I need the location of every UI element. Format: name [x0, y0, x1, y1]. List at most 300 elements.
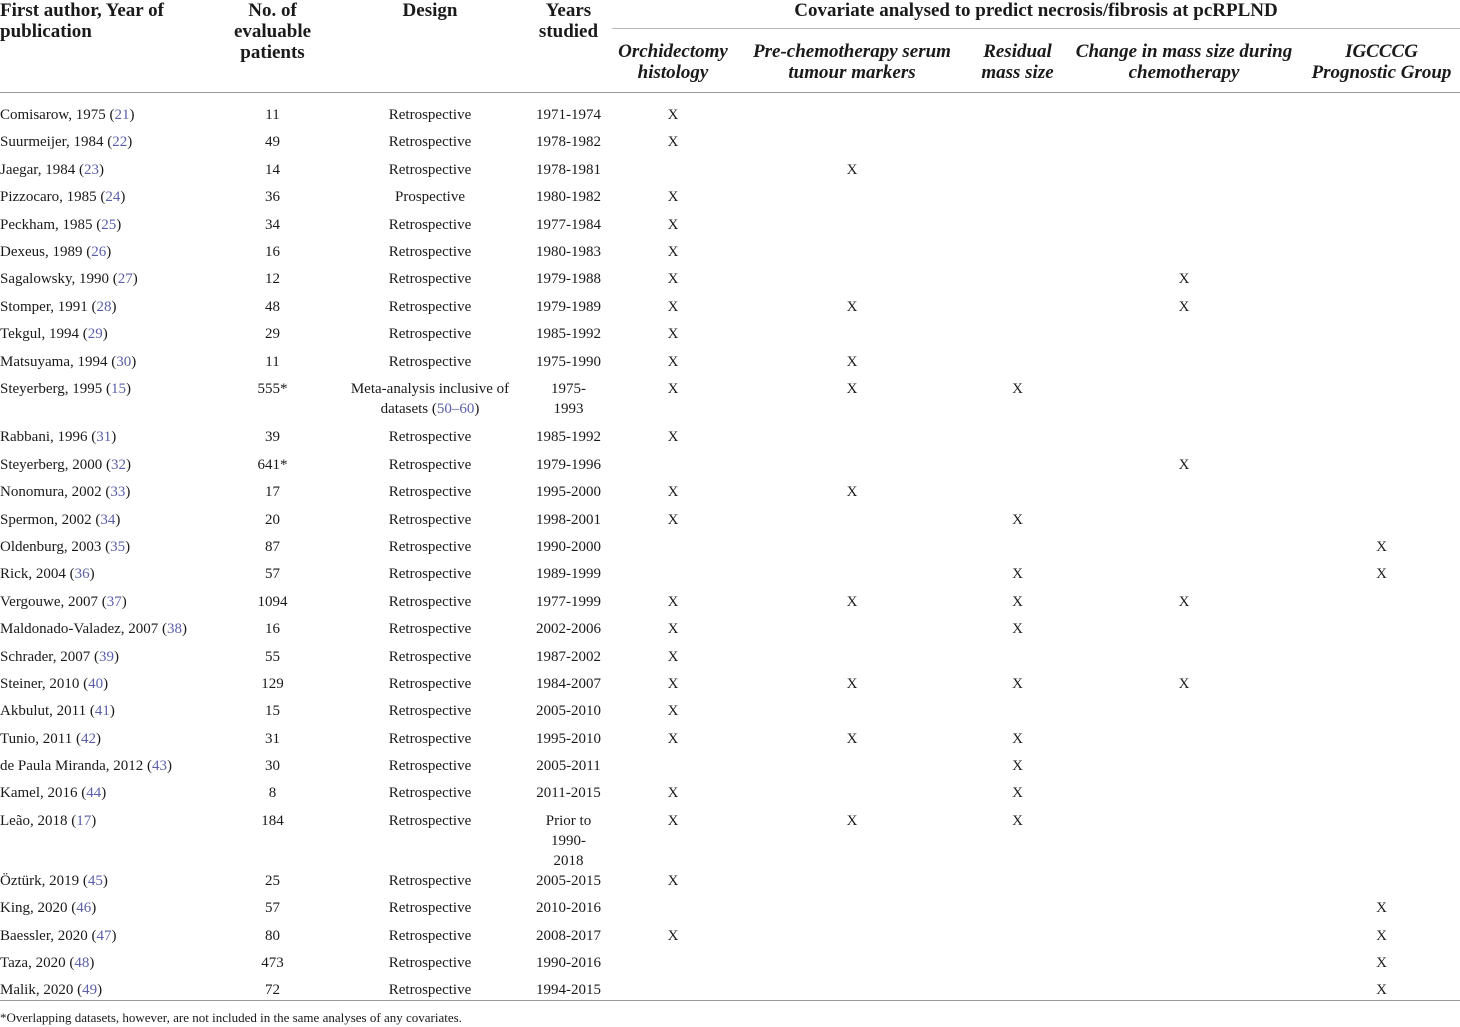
reference-link[interactable]: 15	[110, 380, 126, 397]
cell-years: 1977-1984	[536, 216, 601, 233]
cell-patients: 72	[265, 982, 280, 999]
cell-author: Leão, 2018 (17)	[0, 812, 97, 829]
cell-author: Matsuyama, 1994 (30)	[0, 353, 137, 370]
table-row	[0, 352, 1460, 379]
cell-covariate-1	[734, 537, 970, 564]
cell-patients: 129	[261, 675, 284, 692]
author-text: Malik, 2020 (	[0, 982, 83, 999]
cell-design: Retrospective	[388, 538, 472, 555]
cell-author: Maldonado-Valadez, 2007 (38)	[0, 621, 188, 638]
cell-covariate-0: X	[667, 703, 679, 720]
table-row	[0, 701, 1460, 728]
cell-covariate-1	[734, 783, 970, 810]
author-text: Jaegar, 1984 (	[0, 161, 84, 178]
cell-patients: 55	[265, 648, 280, 665]
cell-design: Retrospective	[388, 107, 472, 123]
cell-covariate-0: X	[667, 730, 679, 747]
cell-author: King, 2020 (46)	[0, 900, 97, 917]
cell-covariate-2	[970, 926, 1065, 953]
table-row	[0, 619, 1460, 646]
reference-link[interactable]: 39	[98, 648, 114, 665]
cell-covariate-3	[1065, 871, 1303, 898]
cell-patients: 14	[265, 161, 280, 178]
cell-covariate-4: X	[1376, 927, 1387, 944]
cell-covariate-2: X	[1012, 785, 1023, 802]
header-design: Design	[335, 0, 525, 93]
reference-link[interactable]: 26	[91, 243, 107, 260]
cell-covariate-0: X	[667, 243, 679, 260]
cell-covariate-2	[970, 352, 1065, 379]
cell-covariate-1: X	[846, 298, 858, 315]
author-text: Tekgul, 1994 (	[0, 326, 88, 343]
cell-covariate-0: X	[667, 511, 679, 528]
author-text: Suurmeijer, 1984 (	[0, 134, 113, 151]
cell-covariate-4	[1303, 701, 1460, 728]
cell-years: 2005-2011	[536, 758, 601, 775]
cell-covariate-4	[1303, 510, 1460, 537]
cell-covariate-0: X	[667, 785, 679, 802]
cell-covariate-0: X	[667, 298, 679, 315]
cell-covariate-0	[612, 564, 734, 591]
cell-years: 1994-2015	[536, 982, 601, 999]
cell-years: 1990-2000	[536, 538, 601, 555]
cell-covariate-3: X	[1178, 593, 1190, 610]
cell-covariate-3: X	[1178, 298, 1190, 315]
cell-covariate-3	[1065, 215, 1303, 242]
cell-years: 1975-1993	[551, 380, 586, 417]
reference-link[interactable]: 33	[110, 484, 126, 501]
reference-link[interactable]: 29	[87, 326, 103, 343]
cell-years: 1987-2002	[536, 648, 601, 665]
cell-years: 2005-2015	[536, 872, 601, 889]
reference-link[interactable]: 22	[112, 134, 128, 151]
reference-link[interactable]: 17	[76, 812, 92, 829]
cell-years: Prior to 1990-2018	[545, 812, 592, 869]
cell-covariate-2	[970, 93, 1065, 133]
cell-covariate-1: X	[846, 593, 858, 610]
cell-covariate-1	[734, 215, 970, 242]
reference-link[interactable]: 46	[76, 900, 92, 917]
cell-patients: 48	[265, 298, 280, 315]
cell-years: 1989-1999	[536, 566, 601, 583]
cell-patients: 25	[265, 872, 280, 889]
author-text: Sagalowsky, 1990 (	[0, 271, 118, 288]
cell-years: 1998-2001	[536, 511, 601, 528]
cell-patients: 641*	[257, 456, 288, 473]
author-text: Comisarow, 1975 (	[0, 107, 115, 123]
cell-covariate-3	[1065, 537, 1303, 564]
cell-design: Retrospective	[388, 484, 472, 501]
cell-patients: 34	[265, 216, 280, 233]
cell-covariate-1	[734, 980, 970, 1007]
reference-link[interactable]: 32	[110, 456, 126, 473]
author-text: Oldenburg, 2003 (	[0, 538, 111, 555]
table-row	[0, 510, 1460, 537]
cell-covariate-1	[734, 269, 970, 296]
cell-covariate-1: X	[846, 730, 858, 747]
header-orchidectomy: Orchidectomy histology	[612, 29, 734, 93]
cell-covariate-1	[734, 619, 970, 646]
table-row	[0, 93, 1460, 133]
cell-covariate-0	[612, 160, 734, 187]
cell-patients: 16	[265, 621, 280, 638]
reference-link[interactable]: 27	[117, 271, 133, 288]
cell-design: Retrospective	[388, 648, 472, 665]
cell-covariate-1	[734, 756, 970, 783]
cell-patients: 30	[265, 758, 280, 775]
cell-years: 2002-2006	[536, 621, 601, 638]
cell-design: Retrospective	[388, 675, 472, 692]
cell-patients: 555*	[257, 380, 288, 397]
cell-author: Steiner, 2010 (40)	[0, 675, 109, 692]
cell-patients: 20	[265, 511, 280, 528]
cell-covariate-0	[612, 953, 734, 980]
cell-covariate-4	[1303, 783, 1460, 810]
table-bottom-rule	[0, 1000, 1460, 1001]
header-residual-mass: Residual mass size	[970, 29, 1065, 93]
author-text: Tunio, 2011 (	[0, 730, 81, 747]
author-text: Nonomura, 2002 (	[0, 484, 111, 501]
cell-covariate-2	[970, 953, 1065, 980]
cell-patients: 12	[265, 271, 280, 288]
cell-covariate-3	[1065, 187, 1303, 214]
cell-covariate-3: X	[1178, 456, 1190, 473]
author-text: Akbulut, 2011 (	[0, 703, 95, 720]
header-tumour-markers: Pre-chemotherapy serum tumour markers	[734, 29, 970, 93]
cell-design: Retrospective	[388, 511, 472, 528]
cell-design: Retrospective	[388, 703, 472, 720]
reference-link[interactable]: 49	[82, 982, 98, 999]
cell-covariate-2	[970, 242, 1065, 269]
cell-author: Steyerberg, 2000 (32)	[0, 456, 131, 473]
reference-link[interactable]: 36	[74, 566, 90, 583]
author-text: Maldonado-Valadez, 2007 (	[0, 621, 168, 638]
cell-covariate-2	[970, 269, 1065, 296]
cell-covariate-3	[1065, 379, 1303, 428]
author-text: Rabbani, 1996 (	[0, 429, 97, 446]
cell-covariate-1: X	[846, 484, 858, 501]
cell-design: Retrospective	[388, 621, 472, 638]
cell-author: Kamel, 2016 (44)	[0, 785, 107, 802]
cell-covariate-2: X	[1012, 675, 1023, 692]
table-row	[0, 482, 1460, 509]
cell-design: Retrospective	[388, 982, 472, 999]
cell-author: Pizzocaro, 1985 (24)	[0, 189, 126, 206]
cell-covariate-2	[970, 324, 1065, 351]
table-row	[0, 269, 1460, 296]
cell-author: Sagalowsky, 1990 (27)	[0, 271, 138, 288]
cell-covariate-1: X	[846, 353, 858, 370]
cell-patients: 39	[265, 429, 280, 446]
author-text: Vergouwe, 2007 (	[0, 593, 107, 610]
cell-years: 1975-1990	[536, 353, 601, 370]
cell-patients: 87	[265, 538, 280, 555]
cell-design: Retrospective	[388, 812, 472, 829]
table-row	[0, 926, 1460, 953]
header-igcccg: IGCCCG Prognostic Group	[1303, 29, 1460, 93]
cell-patients: 8	[268, 785, 277, 802]
cell-covariate-1	[734, 324, 970, 351]
cell-covariate-4	[1303, 160, 1460, 187]
design-text: Meta-analysis inclusive of datasets (	[350, 380, 510, 417]
reference-link[interactable]: 25	[101, 216, 117, 233]
cell-covariate-3	[1065, 324, 1303, 351]
reference-link[interactable]: 43	[152, 758, 168, 775]
cell-covariate-1	[734, 647, 970, 674]
cell-covariate-4	[1303, 242, 1460, 269]
table-row	[0, 980, 1460, 1007]
cell-covariate-4	[1303, 132, 1460, 159]
author-text: Stomper, 1991 (	[0, 298, 97, 315]
table-row	[0, 729, 1460, 756]
cell-author: Tunio, 2011 (42)	[0, 730, 101, 747]
cell-years: 1979-1996	[536, 456, 601, 473]
cell-design: Retrospective	[388, 216, 472, 233]
cell-covariate-3	[1065, 647, 1303, 674]
author-text: Pizzocaro, 1985 (	[0, 189, 106, 206]
cell-covariate-1	[734, 564, 970, 591]
table-row	[0, 647, 1460, 674]
cell-covariate-4: X	[1376, 566, 1387, 583]
cell-design: Retrospective	[388, 134, 472, 151]
cell-patients: 36	[265, 189, 280, 206]
cell-author: Öztürk, 2019 (45)	[0, 872, 108, 889]
cell-covariate-0: X	[667, 326, 679, 343]
cell-author: Schrader, 2007 (39)	[0, 648, 119, 665]
cell-design: Retrospective	[388, 566, 472, 583]
cell-covariate-0	[612, 455, 734, 482]
cell-covariate-1	[734, 242, 970, 269]
cell-covariate-0: X	[667, 621, 679, 638]
cell-covariate-3	[1065, 980, 1303, 1007]
reference-link[interactable]: 21	[114, 107, 130, 123]
cell-covariate-2	[970, 427, 1065, 454]
cell-covariate-1: X	[846, 675, 858, 692]
cell-covariate-1	[734, 427, 970, 454]
cell-design: Retrospective	[388, 927, 472, 944]
author-text: Steyerberg, 2000 (	[0, 456, 111, 473]
reference-link[interactable]: 50–60	[436, 400, 475, 417]
cell-years: 2010-2016	[536, 900, 601, 917]
cell-covariate-0: X	[667, 134, 679, 151]
cell-covariate-2: X	[1012, 593, 1023, 610]
cell-covariate-4	[1303, 455, 1460, 482]
cell-author: Tekgul, 1994 (29)	[0, 326, 108, 343]
cell-covariate-4	[1303, 756, 1460, 783]
cell-covariate-4	[1303, 619, 1460, 646]
cell-covariate-4	[1303, 215, 1460, 242]
cell-covariate-0: X	[667, 271, 679, 288]
cell-patients: 57	[265, 900, 280, 917]
cell-years: 1995-2010	[536, 730, 601, 747]
table-row	[0, 674, 1460, 701]
cell-years: 1971-1974	[536, 107, 601, 123]
reference-link[interactable]: 28	[96, 298, 112, 315]
cell-covariate-4	[1303, 729, 1460, 756]
reference-link[interactable]: 45	[87, 872, 103, 889]
reference-link[interactable]: 24	[105, 189, 121, 206]
cell-covariate-2	[970, 647, 1065, 674]
cell-covariate-4	[1303, 93, 1460, 133]
cell-years: 1980-1983	[536, 243, 601, 260]
table-row	[0, 871, 1460, 898]
header-covariate-group: Covariate analysed to predict necrosis/fibrosis at pcRPLND	[612, 0, 1460, 29]
cell-covariate-0: X	[667, 353, 679, 370]
author-text: Taza, 2020 (	[0, 955, 75, 972]
cell-covariate-2	[970, 455, 1065, 482]
author-text: Schrader, 2007 (	[0, 648, 99, 665]
cell-author: Dexeus, 1989 (26)	[0, 243, 112, 260]
author-text: Baessler, 2020 (	[0, 927, 97, 944]
reference-link[interactable]: 41	[94, 703, 110, 720]
cell-covariate-0: X	[667, 675, 679, 692]
reference-link[interactable]: 37	[106, 593, 122, 610]
cell-patients: 49	[265, 134, 280, 151]
cell-author: Comisarow, 1975 (21)	[0, 107, 135, 123]
reference-link[interactable]: 40	[88, 675, 104, 692]
cell-covariate-2	[970, 160, 1065, 187]
reference-link[interactable]: 34	[100, 511, 116, 528]
cell-covariate-0	[612, 980, 734, 1007]
cell-author: Stomper, 1991 (28)	[0, 298, 117, 315]
cell-covariate-2: X	[1012, 511, 1023, 528]
reference-link[interactable]: 30	[116, 353, 132, 370]
author-text: Öztürk, 2019 (	[0, 872, 88, 889]
author-text: Steiner, 2010 (	[0, 675, 89, 692]
cell-covariate-4	[1303, 427, 1460, 454]
table-row	[0, 427, 1460, 454]
cell-covariate-3	[1065, 482, 1303, 509]
cell-covariate-2: X	[1012, 758, 1023, 775]
cell-author: Malik, 2020 (49)	[0, 982, 103, 999]
reference-link[interactable]: 38	[167, 621, 183, 638]
cell-covariate-4	[1303, 592, 1460, 619]
cell-design: Retrospective	[388, 785, 472, 802]
cell-covariate-2	[970, 215, 1065, 242]
cell-years: 1985-1992	[536, 429, 601, 446]
cell-covariate-2	[970, 132, 1065, 159]
author-text: Steyerberg, 1995 (	[0, 380, 111, 397]
table-row	[0, 379, 1460, 428]
cell-author: Rabbani, 1996 (31)	[0, 429, 117, 446]
author-text: Matsuyama, 1994 (	[0, 353, 117, 370]
author-text: Leão, 2018 (	[0, 812, 77, 829]
reference-link[interactable]: 42	[81, 730, 96, 747]
reference-link[interactable]: 47	[96, 927, 112, 944]
cell-patients: 11	[265, 107, 280, 123]
cell-design: Retrospective	[388, 593, 472, 610]
reference-link[interactable]: 23	[83, 161, 99, 178]
cell-patients: 29	[265, 326, 280, 343]
reference-link[interactable]: 44	[86, 785, 102, 802]
cell-design: Retrospective	[388, 872, 472, 889]
cell-covariate-3	[1065, 93, 1303, 133]
cell-covariate-0: X	[667, 107, 679, 123]
cell-author: Oldenburg, 2003 (35)	[0, 538, 131, 555]
cell-design: Retrospective	[388, 900, 472, 917]
cell-design: Retrospective	[388, 243, 472, 260]
cell-covariate-2	[970, 871, 1065, 898]
cell-covariate-1	[734, 187, 970, 214]
cell-covariate-0	[612, 537, 734, 564]
cell-patients: 31	[265, 730, 280, 747]
cell-years: 1979-1989	[536, 298, 601, 315]
cell-author: Baessler, 2020 (47)	[0, 927, 117, 944]
table-row	[0, 324, 1460, 351]
cell-covariate-2	[970, 537, 1065, 564]
cell-covariate-3	[1065, 510, 1303, 537]
cell-covariate-0: X	[667, 189, 679, 206]
table-row	[0, 564, 1460, 591]
cell-author: Nonomura, 2002 (33)	[0, 484, 131, 501]
cell-covariate-3	[1065, 242, 1303, 269]
cell-covariate-3: X	[1178, 675, 1190, 692]
reference-link[interactable]: 31	[96, 429, 112, 446]
cell-covariate-2	[970, 482, 1065, 509]
table-body	[0, 93, 1460, 1008]
cell-covariate-3	[1065, 701, 1303, 728]
cell-covariate-3	[1065, 811, 1303, 871]
cell-covariate-4	[1303, 674, 1460, 701]
cell-covariate-0: X	[667, 927, 679, 944]
cell-years: 1977-1999	[536, 593, 601, 610]
table-row	[0, 455, 1460, 482]
cell-patients: 473	[261, 955, 284, 972]
cell-design: Retrospective	[388, 730, 472, 747]
table-row	[0, 592, 1460, 619]
cell-covariate-2	[970, 898, 1065, 925]
reference-link[interactable]: 48	[74, 955, 90, 972]
table-row	[0, 215, 1460, 242]
cell-covariate-4: X	[1376, 982, 1387, 999]
cell-author: Vergouwe, 2007 (37)	[0, 593, 127, 610]
cell-covariate-4	[1303, 187, 1460, 214]
cell-years: 1985-1992	[536, 326, 601, 343]
cell-covariate-4	[1303, 811, 1460, 871]
cell-covariate-4	[1303, 379, 1460, 428]
cell-patients: 80	[265, 927, 280, 944]
cell-covariate-0: X	[667, 593, 679, 610]
cell-covariate-4	[1303, 871, 1460, 898]
cell-years: 1978-1982	[536, 134, 601, 151]
author-text: Kamel, 2016 (	[0, 785, 87, 802]
cell-covariate-4	[1303, 482, 1460, 509]
cell-covariate-0	[612, 756, 734, 783]
footnote: *Overlapping datasets, however, are not included in the same analyses of any covariates.	[0, 1010, 462, 1025]
cell-years: 1980-1982	[536, 189, 601, 206]
cell-covariate-3	[1065, 926, 1303, 953]
cell-covariate-1	[734, 132, 970, 159]
cell-design: Meta-analysis inclusive of datasets (50–60)	[350, 380, 510, 417]
cell-covariate-3	[1065, 953, 1303, 980]
cell-author: Suurmeijer, 1984 (22)	[0, 134, 133, 151]
cell-covariate-4	[1303, 269, 1460, 296]
cell-years: 1990-2016	[536, 955, 601, 972]
table-row	[0, 242, 1460, 269]
cell-design: Retrospective	[388, 326, 472, 343]
cell-covariate-0: X	[667, 429, 679, 446]
cell-patients: 1094	[257, 593, 288, 610]
cell-covariate-4: X	[1376, 955, 1387, 972]
cell-covariate-2	[970, 701, 1065, 728]
cell-covariate-0: X	[667, 872, 679, 889]
reference-link[interactable]: 35	[110, 538, 126, 555]
author-text: de Paula Miranda, 2012 (	[0, 758, 153, 775]
cell-covariate-1	[734, 510, 970, 537]
cell-years: 2011-2015	[536, 785, 601, 802]
author-text: Spermon, 2002 (	[0, 511, 101, 528]
table-row	[0, 953, 1460, 980]
